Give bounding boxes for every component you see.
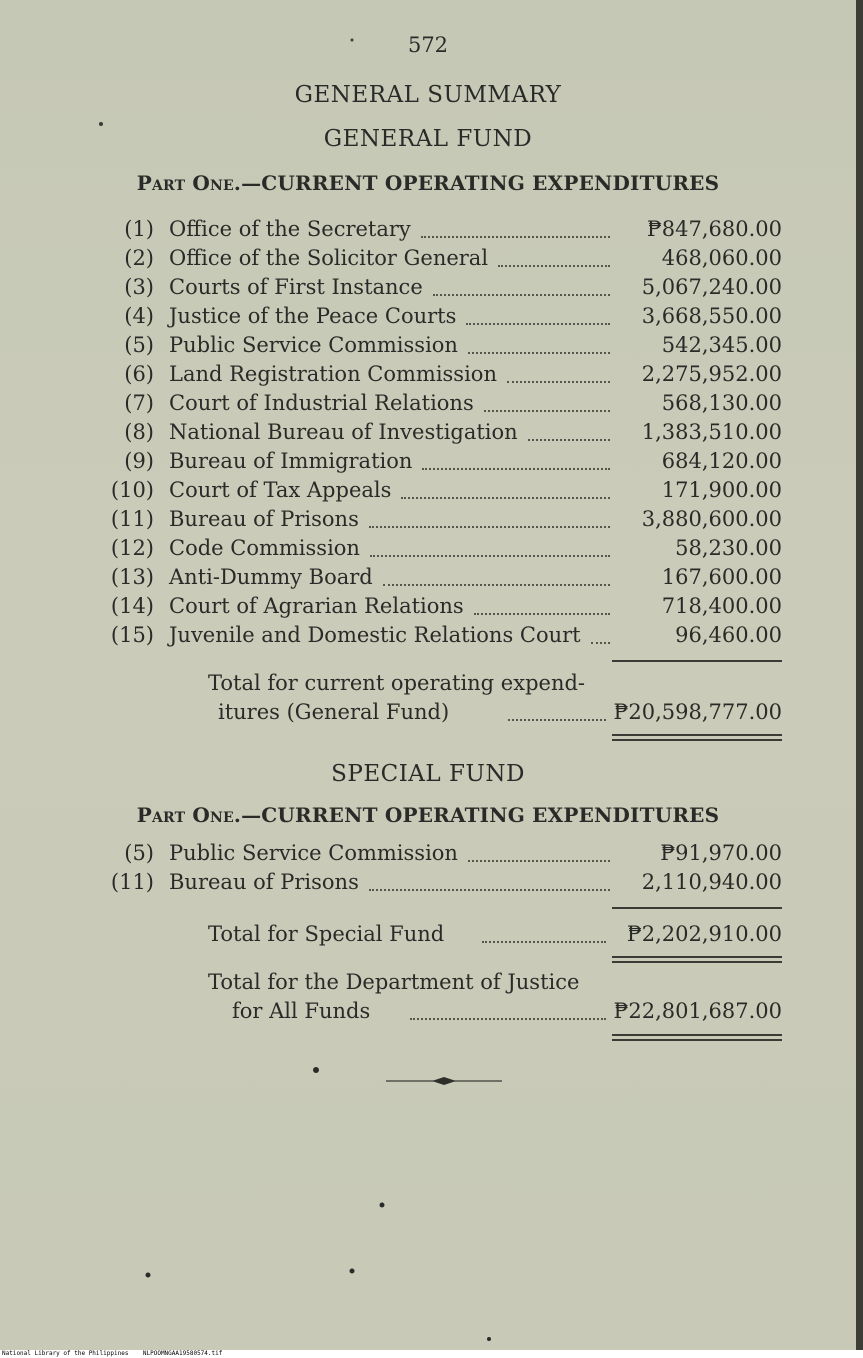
row-number: (5)	[124, 333, 154, 357]
row-amount: 96,460.00	[675, 623, 782, 647]
special-fund-heading: SPECIAL FUND	[331, 761, 525, 787]
row-number: (7)	[124, 391, 154, 415]
row-amount: ₱91,970.00	[660, 841, 782, 865]
row-amount: 58,230.00	[675, 536, 782, 560]
row-label: Justice of the Peace Courts	[169, 304, 457, 328]
row-label: Land Registration Commission	[169, 362, 497, 386]
part-prefix: Part One.	[136, 803, 242, 827]
row-number: (9)	[124, 449, 154, 473]
row-amount: 171,900.00	[661, 478, 782, 502]
row-amount: 468,060.00	[661, 246, 782, 270]
row-label: Office of the Solicitor General	[169, 246, 489, 270]
row-amount: 542,345.00	[661, 333, 782, 357]
row-number: (15)	[110, 623, 154, 647]
row-label: Anti-Dummy Board	[169, 565, 373, 589]
row-amount: 684,120.00	[661, 449, 782, 473]
row-label: National Bureau of Investigation	[169, 420, 518, 444]
total-label: Total for Special Fund	[208, 922, 445, 946]
scan-edge	[856, 0, 863, 1358]
total-amount: ₱2,202,910.00	[626, 922, 782, 946]
row-label: Public Service Commission	[169, 333, 458, 357]
row-label: Bureau of Prisons	[169, 870, 359, 894]
row-amount: 167,600.00	[661, 565, 782, 589]
page-title: GENERAL SUMMARY	[294, 82, 562, 108]
row-number: (14)	[110, 594, 154, 618]
row-label: Office of the Secretary	[169, 217, 411, 241]
row-number: (6)	[124, 362, 154, 386]
row-label: Court of Industrial Relations	[169, 391, 474, 415]
total-label: Total for current operating expend-	[208, 671, 586, 695]
row-number: (8)	[124, 420, 154, 444]
row-amount: 2,110,940.00	[641, 870, 782, 894]
row-number: (4)	[124, 304, 154, 328]
row-amount: 568,130.00	[661, 391, 782, 415]
row-label: Courts of First Instance	[169, 275, 423, 299]
total-amount: ₱22,801,687.00	[613, 999, 782, 1023]
row-amount: 5,067,240.00	[641, 275, 782, 299]
row-number: (3)	[124, 275, 154, 299]
row-number: (11)	[110, 870, 154, 894]
row-amount: ₱847,680.00	[646, 217, 782, 241]
row-number: (13)	[110, 565, 154, 589]
row-amount: 718,400.00	[661, 594, 782, 618]
general-fund-heading: GENERAL FUND	[323, 126, 533, 152]
row-label: Public Service Commission	[169, 841, 458, 865]
total-label: for All Funds	[232, 999, 371, 1023]
row-amount: 1,383,510.00	[641, 420, 782, 444]
row-label: Bureau of Immigration	[169, 449, 413, 473]
row-label: Code Commission	[169, 536, 360, 560]
row-number: (10)	[110, 478, 154, 502]
part-title: —CURRENT OPERATING EXPENDITURES	[241, 171, 720, 195]
row-label: Court of Tax Appeals	[169, 478, 392, 502]
row-number: (2)	[124, 246, 154, 270]
row-number: (11)	[110, 507, 154, 531]
row-label: Court of Agrarian Relations	[169, 594, 464, 618]
part-title: —CURRENT OPERATING EXPENDITURES	[241, 803, 720, 827]
row-number: (12)	[110, 536, 154, 560]
row-amount: 2,275,952.00	[641, 362, 782, 386]
total-label: itures (General Fund)	[218, 700, 450, 724]
row-amount: 3,880,600.00	[641, 507, 782, 531]
row-label: Juvenile and Domestic Relations Court	[169, 623, 581, 647]
page-number: 572	[407, 33, 449, 57]
row-number: (5)	[124, 841, 154, 865]
total-label: Total for the Department of Justice	[208, 970, 580, 994]
row-number: (1)	[124, 217, 154, 241]
total-amount: ₱20,598,777.00	[613, 700, 782, 724]
part-prefix: Part One.	[136, 171, 242, 195]
row-label: Bureau of Prisons	[169, 507, 359, 531]
scan-footer: National Library of the Philippines NLPOOMNGAA19580574.tif	[2, 1350, 223, 1357]
row-amount: 3,668,550.00	[641, 304, 782, 328]
